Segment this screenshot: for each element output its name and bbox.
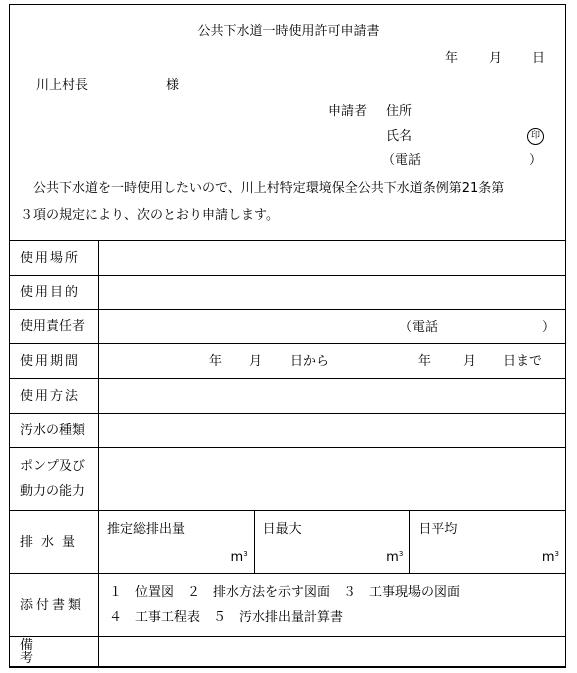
period-start-year: 年 bbox=[209, 354, 223, 369]
period-start-day: 日から bbox=[290, 354, 330, 369]
applicant-name-label: 氏名 bbox=[386, 129, 413, 144]
period-end-day: 日まで bbox=[503, 354, 543, 369]
discharge-daily-max-unit: $m^3$ bbox=[386, 550, 404, 565]
discharge-daily-avg-unit: $m^3$ bbox=[541, 550, 559, 565]
row-location bbox=[10, 241, 566, 276]
period-start-month: 月 bbox=[249, 354, 263, 369]
attachments-line1: １ 位置図 ２ 排水方法を示す図面 ３ 工事現場の図面 bbox=[109, 585, 461, 600]
addressee-honorific: 様 bbox=[166, 78, 180, 93]
attachments-label: 添付書類 bbox=[20, 597, 85, 613]
row-sewage-type bbox=[10, 414, 566, 448]
attachments-field[interactable] bbox=[99, 574, 566, 637]
row-pump bbox=[10, 448, 566, 511]
date-year: 年 bbox=[445, 51, 459, 66]
row-discharge bbox=[10, 511, 566, 574]
method-field[interactable] bbox=[99, 379, 566, 414]
row-remarks bbox=[10, 637, 566, 668]
period-end-year: 年 bbox=[418, 354, 432, 369]
applicant-label: 申請者 bbox=[328, 104, 368, 119]
location-label: 使用場所 bbox=[20, 250, 81, 266]
body-text-line1: 公共下水道を一時使用したいので、川上村特定環境保全公共下水道条例第21条第 bbox=[33, 181, 505, 196]
period-label: 使用期間 bbox=[20, 353, 81, 369]
discharge-label: 排水量 bbox=[20, 534, 84, 550]
form-title: 公共下水道一時使用許可申請書 bbox=[197, 24, 380, 39]
remarks-label: 備考 bbox=[20, 638, 78, 666]
discharge-daily-avg-field[interactable] bbox=[410, 511, 566, 574]
discharge-daily-max-field[interactable] bbox=[254, 511, 410, 574]
applicant-phone-open: （電話 bbox=[382, 153, 422, 168]
pump-label-line1: ポンプ及び bbox=[20, 459, 86, 474]
seal-mark: 印 bbox=[527, 128, 544, 145]
discharge-total-label: 推定総排出量 bbox=[107, 522, 186, 537]
period-end-month: 月 bbox=[463, 354, 477, 369]
applicant-address-label: 住所 bbox=[386, 104, 413, 119]
addressee-name: 川上村長 bbox=[36, 78, 89, 93]
discharge-daily-avg-label: 日平均 bbox=[418, 522, 458, 537]
responsible-phone-open: （電話 bbox=[399, 320, 439, 335]
attachments-line2: ４ 工事工程表 ５ 汚水排出量計算書 bbox=[109, 610, 344, 625]
remarks-field[interactable] bbox=[99, 637, 566, 668]
applicant-phone-close: ） bbox=[529, 153, 543, 168]
row-period bbox=[10, 344, 566, 379]
purpose-label: 使用目的 bbox=[20, 285, 81, 300]
row-responsible bbox=[10, 310, 566, 344]
discharge-total-field[interactable] bbox=[99, 511, 255, 574]
row-attachments bbox=[10, 574, 566, 637]
method-label: 使用方法 bbox=[20, 388, 81, 404]
row-purpose bbox=[10, 276, 566, 310]
location-field[interactable] bbox=[99, 241, 566, 276]
sewage-type-label: 汚水の種類 bbox=[20, 423, 86, 438]
date-day: 日 bbox=[532, 51, 546, 66]
body-text-line2: ３項の規定により、次のとおり申請します。 bbox=[20, 208, 279, 223]
responsible-phone-close: ） bbox=[542, 320, 556, 335]
application-table bbox=[9, 240, 566, 668]
responsible-label: 使用責任者 bbox=[20, 319, 86, 334]
pump-label-line2: 動力の能力 bbox=[20, 484, 86, 499]
date-month: 月 bbox=[489, 51, 503, 66]
row-method bbox=[10, 379, 566, 414]
purpose-field[interactable] bbox=[99, 276, 566, 310]
period-field[interactable] bbox=[99, 344, 566, 379]
responsible-field[interactable] bbox=[99, 310, 566, 344]
discharge-daily-max-label: 日最大 bbox=[262, 522, 302, 537]
sewage-type-field[interactable] bbox=[99, 414, 566, 448]
pump-field[interactable] bbox=[99, 448, 566, 511]
discharge-total-unit: $m^3$ bbox=[230, 550, 248, 565]
